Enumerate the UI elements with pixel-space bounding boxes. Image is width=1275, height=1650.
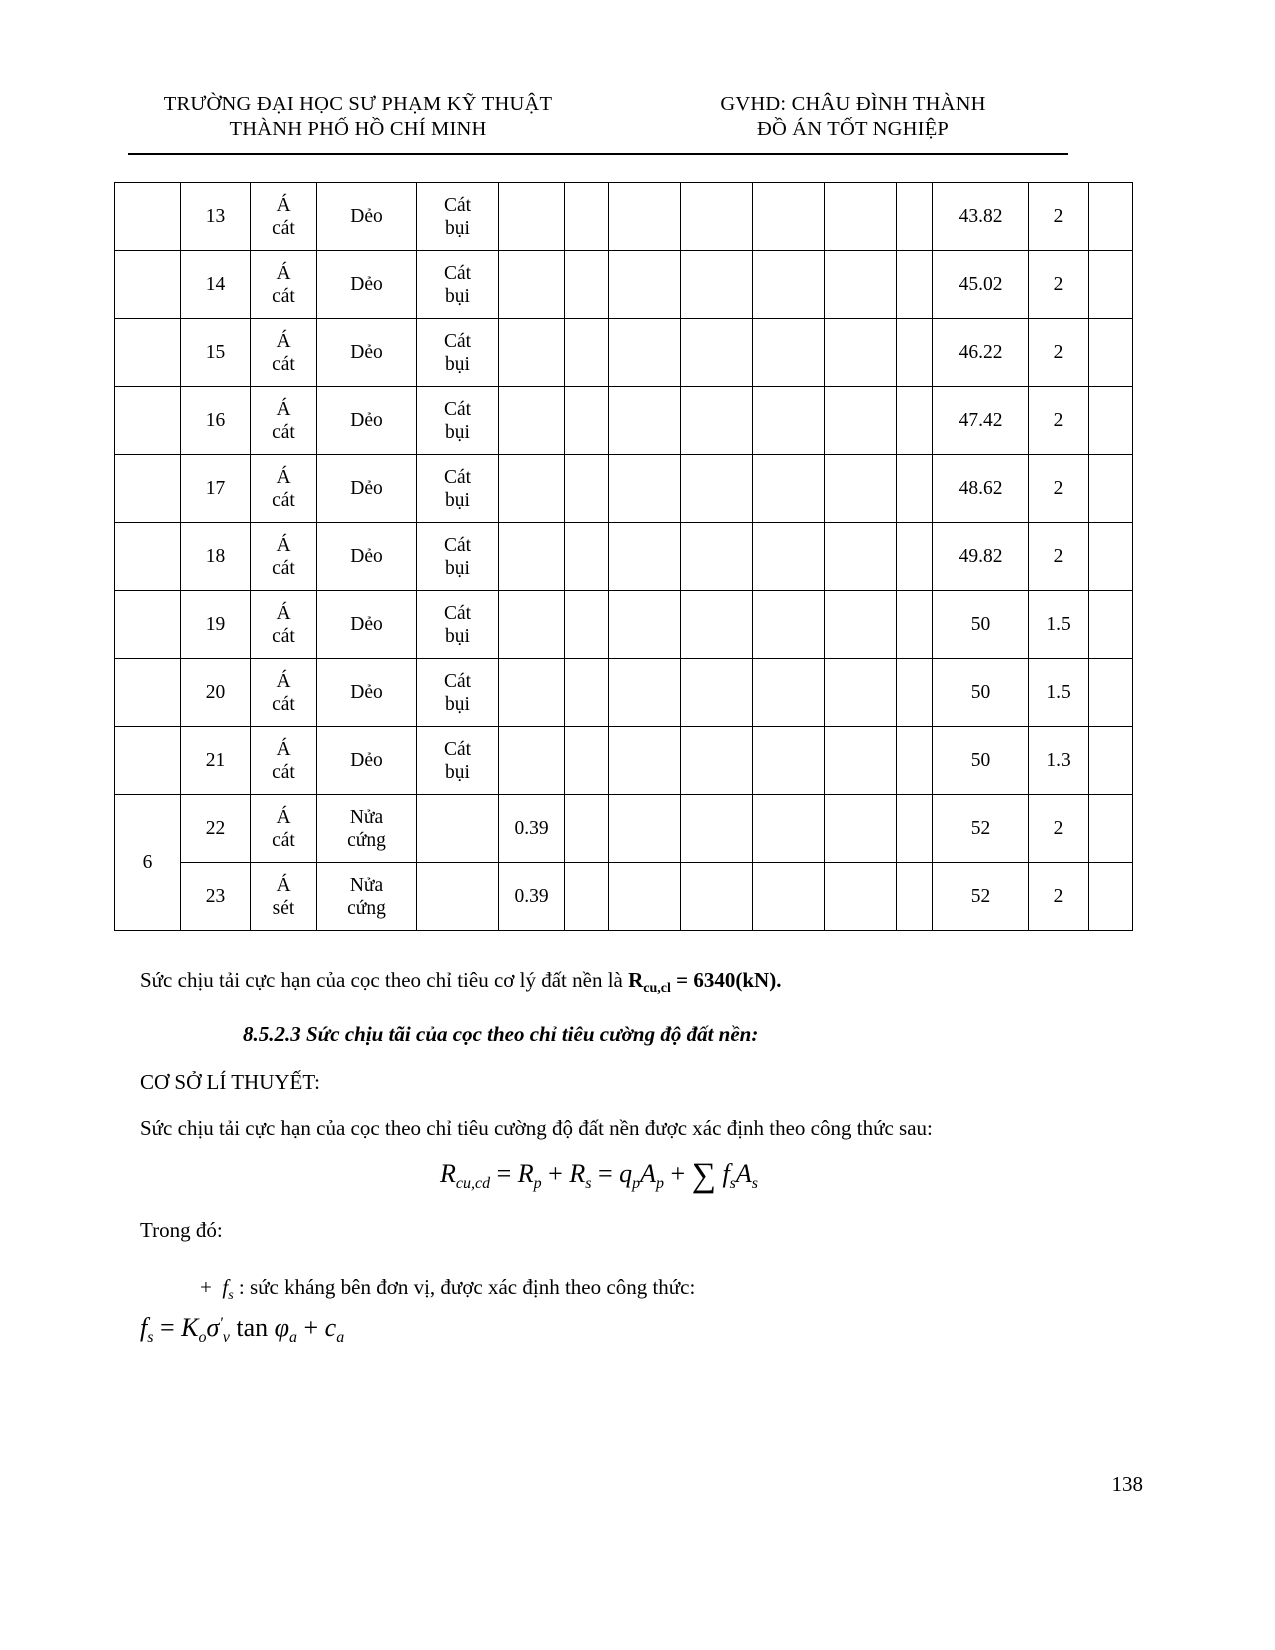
intro-paragraph: Sức chịu tải cực hạn của cọc theo chỉ tiêu cường độ đất nền được xác định theo công thức sau:	[140, 1116, 933, 1140]
cell-blank-end	[1089, 387, 1133, 455]
table-row	[115, 591, 1133, 659]
group-cell-empty	[115, 183, 181, 251]
cell-blank-6	[897, 863, 933, 931]
group-cell-empty	[115, 659, 181, 727]
table-row	[115, 387, 1133, 455]
cell-blank-3	[681, 387, 753, 455]
cell-blank-1	[565, 319, 609, 387]
cell-value-1	[499, 591, 565, 659]
cell-blank-end	[1089, 523, 1133, 591]
cell-blank-end	[1089, 863, 1133, 931]
cell-blank-4	[753, 183, 825, 251]
formula-fs-text: $f_s = K_o\sigma'_v$ $\tan \varphi_a + c_a$	[140, 1313, 345, 1347]
cell-blank-1	[565, 659, 609, 727]
cell-numeric-1: 52	[933, 863, 1029, 931]
group-cell-empty	[115, 319, 181, 387]
cell-soil-type: Á cát	[251, 319, 317, 387]
theory-label: CƠ SỞ LÍ THUYẾT:	[140, 1070, 320, 1094]
where-label: Trong đó:	[140, 1218, 223, 1242]
cell-soil-description	[417, 863, 499, 931]
cell-numeric-1: 50	[933, 727, 1029, 795]
formula-fs	[140, 1313, 344, 1347]
cell-numeric-2: 2	[1029, 455, 1089, 523]
cell-value-1: 0.39	[499, 795, 565, 863]
cell-soil-state: Dẻo	[317, 455, 417, 523]
cell-soil-type: Á cát	[251, 183, 317, 251]
cell-soil-state: Dẻo	[317, 183, 417, 251]
cell-blank-5	[825, 251, 897, 319]
cell-blank-4	[753, 455, 825, 523]
cell-blank-5	[825, 455, 897, 523]
cell-soil-state: Dẻo	[317, 319, 417, 387]
cell-layer-number: 23	[181, 863, 251, 931]
ultimate-capacity-sentence	[140, 966, 781, 1003]
cell-blank-end	[1089, 455, 1133, 523]
cell-soil-state: Dẻo	[317, 523, 417, 591]
cell-soil-description: Cát bụi	[417, 523, 499, 591]
cell-soil-type: Á cát	[251, 659, 317, 727]
cell-blank-6	[897, 795, 933, 863]
cell-soil-description: Cát bụi	[417, 251, 499, 319]
cell-blank-end	[1089, 727, 1133, 795]
cell-blank-1	[565, 523, 609, 591]
cell-blank-1	[565, 455, 609, 523]
capacity-text-pre: Sức chịu tải cực hạn của cọc theo chỉ tiêu cơ lý đất nền là	[140, 968, 629, 992]
group-cell-empty	[115, 591, 181, 659]
cell-layer-number: 20	[181, 659, 251, 727]
cell-blank-5	[825, 727, 897, 795]
cell-blank-5	[825, 659, 897, 727]
cell-blank-1	[565, 795, 609, 863]
table-row	[115, 455, 1133, 523]
header-divider	[128, 153, 1068, 155]
cell-blank-4	[753, 591, 825, 659]
table-row	[115, 795, 1133, 863]
cell-blank-2	[609, 795, 681, 863]
cell-soil-type: Á cát	[251, 795, 317, 863]
cell-blank-5	[825, 523, 897, 591]
cell-blank-6	[897, 659, 933, 727]
cell-numeric-1: 48.62	[933, 455, 1029, 523]
cell-value-1	[499, 523, 565, 591]
university-name-line2: THÀNH PHỐ HỒ CHÍ MINH	[229, 118, 487, 140]
cell-layer-number: 21	[181, 727, 251, 795]
cell-soil-type: Á cát	[251, 727, 317, 795]
university-name-line1: TRƯỜNG ĐẠI HỌC SƯ PHẠM KỸ THUẬT	[163, 93, 553, 115]
cell-soil-description	[417, 795, 499, 863]
cell-soil-type: Á cát	[251, 387, 317, 455]
cell-value-1	[499, 455, 565, 523]
cell-blank-2	[609, 863, 681, 931]
cell-blank-3	[681, 183, 753, 251]
cell-soil-state: Nửa cứng	[317, 863, 417, 931]
cell-numeric-1: 46.22	[933, 319, 1029, 387]
cell-blank-3	[681, 455, 753, 523]
cell-numeric-2: 2	[1029, 251, 1089, 319]
cell-blank-4	[753, 319, 825, 387]
cell-blank-end	[1089, 319, 1133, 387]
advisor-name: GVHD: CHÂU ĐÌNH THÀNH	[720, 93, 986, 115]
cell-blank-4	[753, 863, 825, 931]
cell-blank-1	[565, 591, 609, 659]
cell-blank-2	[609, 251, 681, 319]
cell-numeric-1: 43.82	[933, 183, 1029, 251]
cell-blank-4	[753, 727, 825, 795]
cell-blank-end	[1089, 659, 1133, 727]
table-row	[115, 523, 1133, 591]
cell-numeric-1: 52	[933, 795, 1029, 863]
cell-soil-type: Á cát	[251, 455, 317, 523]
cell-blank-5	[825, 591, 897, 659]
thesis-label: ĐỒ ÁN TỐT NGHIỆP	[756, 118, 950, 140]
formula-rcucd-text: $R_{cu,cd} = R_p + R_s = q_pA_p$ + ∑ $f_sA_s$	[440, 1157, 759, 1194]
cell-blank-3	[681, 523, 753, 591]
cell-blank-end	[1089, 591, 1133, 659]
cell-numeric-1: 50	[933, 659, 1029, 727]
cell-blank-6	[897, 455, 933, 523]
cell-blank-end	[1089, 183, 1133, 251]
cell-value-1	[499, 319, 565, 387]
cell-soil-type: Á cát	[251, 251, 317, 319]
capacity-symbol-sub: cu,cl	[643, 981, 671, 997]
cell-blank-2	[609, 455, 681, 523]
cell-soil-description: Cát bụi	[417, 591, 499, 659]
cell-blank-2	[609, 319, 681, 387]
cell-blank-6	[897, 387, 933, 455]
cell-soil-description: Cát bụi	[417, 183, 499, 251]
cell-blank-4	[753, 659, 825, 727]
cell-layer-number: 16	[181, 387, 251, 455]
table-row	[115, 251, 1133, 319]
cell-blank-3	[681, 659, 753, 727]
cell-blank-2	[609, 387, 681, 455]
cell-blank-3	[681, 795, 753, 863]
cell-blank-6	[897, 591, 933, 659]
cell-blank-1	[565, 183, 609, 251]
cell-blank-2	[609, 727, 681, 795]
cell-blank-4	[753, 251, 825, 319]
cell-numeric-1: 45.02	[933, 251, 1029, 319]
table-row	[115, 863, 1133, 931]
page-number: 138	[1111, 1472, 1143, 1496]
cell-layer-number: 13	[181, 183, 251, 251]
section-heading-8-5-2-3: 8.5.2.3 Sức chịu tãi của cọc theo chỉ tiêu cường độ đất nền:	[243, 1022, 759, 1046]
table-row	[115, 727, 1133, 795]
cell-numeric-1: 50	[933, 591, 1029, 659]
page-header	[128, 92, 1068, 142]
cell-soil-description: Cát bụi	[417, 387, 499, 455]
cell-soil-description: Cát bụi	[417, 659, 499, 727]
cell-numeric-2: 2	[1029, 523, 1089, 591]
cell-blank-3	[681, 727, 753, 795]
table-row	[115, 319, 1133, 387]
cell-blank-2	[609, 659, 681, 727]
cell-numeric-2: 2	[1029, 387, 1089, 455]
cell-blank-6	[897, 183, 933, 251]
cell-blank-1	[565, 863, 609, 931]
group-cell-empty	[115, 727, 181, 795]
fs-definition-item	[200, 1273, 695, 1310]
cell-layer-number: 22	[181, 795, 251, 863]
cell-blank-end	[1089, 795, 1133, 863]
cell-blank-3	[681, 863, 753, 931]
table-row	[115, 183, 1133, 251]
capacity-symbol-r: R	[628, 968, 644, 992]
soil-layer-table-wrapper	[114, 182, 1133, 931]
cell-layer-number: 18	[181, 523, 251, 591]
cell-soil-state: Dẻo	[317, 591, 417, 659]
cell-blank-5	[825, 319, 897, 387]
capacity-value: = 6340(kN).	[670, 968, 782, 992]
formula-rcu-cd	[440, 1157, 758, 1195]
cell-value-1: 0.39	[499, 863, 565, 931]
cell-blank-1	[565, 251, 609, 319]
cell-numeric-1: 47.42	[933, 387, 1029, 455]
cell-soil-state: Dẻo	[317, 387, 417, 455]
cell-blank-3	[681, 251, 753, 319]
cell-soil-type: Á cát	[251, 523, 317, 591]
cell-blank-3	[681, 319, 753, 387]
cell-soil-state: Dẻo	[317, 659, 417, 727]
group-cell-empty	[115, 523, 181, 591]
cell-value-1	[499, 251, 565, 319]
cell-blank-6	[897, 251, 933, 319]
cell-blank-4	[753, 523, 825, 591]
cell-value-1	[499, 387, 565, 455]
cell-soil-description: Cát bụi	[417, 455, 499, 523]
cell-soil-description: Cát bụi	[417, 727, 499, 795]
cell-soil-type: Á sét	[251, 863, 317, 931]
header-left-block	[128, 92, 588, 142]
cell-blank-end	[1089, 251, 1133, 319]
fs-definition-text: + $f_s$ : sức kháng bên đơn vị, được xác định theo công thức:	[200, 1275, 696, 1304]
cell-layer-number: 15	[181, 319, 251, 387]
cell-layer-number: 14	[181, 251, 251, 319]
cell-blank-4	[753, 795, 825, 863]
group-cell-empty	[115, 387, 181, 455]
cell-blank-3	[681, 591, 753, 659]
cell-numeric-2: 2	[1029, 863, 1089, 931]
cell-blank-1	[565, 727, 609, 795]
cell-blank-5	[825, 863, 897, 931]
group-cell-empty	[115, 455, 181, 523]
cell-numeric-1: 49.82	[933, 523, 1029, 591]
group-cell: 6	[115, 795, 181, 931]
cell-blank-5	[825, 795, 897, 863]
cell-numeric-2: 1.5	[1029, 659, 1089, 727]
cell-soil-state: Nửa cứng	[317, 795, 417, 863]
cell-blank-6	[897, 319, 933, 387]
cell-blank-5	[825, 387, 897, 455]
cell-value-1	[499, 727, 565, 795]
cell-numeric-2: 2	[1029, 795, 1089, 863]
cell-numeric-2: 1.5	[1029, 591, 1089, 659]
cell-blank-1	[565, 387, 609, 455]
cell-soil-description: Cát bụi	[417, 319, 499, 387]
cell-soil-type: Á cát	[251, 591, 317, 659]
group-cell-empty	[115, 251, 181, 319]
cell-value-1	[499, 183, 565, 251]
cell-blank-5	[825, 183, 897, 251]
header-right-block	[638, 92, 1068, 142]
cell-blank-6	[897, 523, 933, 591]
cell-layer-number: 19	[181, 591, 251, 659]
cell-blank-2	[609, 523, 681, 591]
cell-soil-state: Dẻo	[317, 251, 417, 319]
cell-value-1	[499, 659, 565, 727]
soil-layer-table	[114, 182, 1133, 931]
cell-blank-2	[609, 591, 681, 659]
cell-layer-number: 17	[181, 455, 251, 523]
cell-numeric-2: 2	[1029, 183, 1089, 251]
cell-blank-4	[753, 387, 825, 455]
table-row	[115, 659, 1133, 727]
cell-numeric-2: 2	[1029, 319, 1089, 387]
cell-blank-6	[897, 727, 933, 795]
cell-soil-state: Dẻo	[317, 727, 417, 795]
cell-numeric-2: 1.3	[1029, 727, 1089, 795]
cell-blank-2	[609, 183, 681, 251]
